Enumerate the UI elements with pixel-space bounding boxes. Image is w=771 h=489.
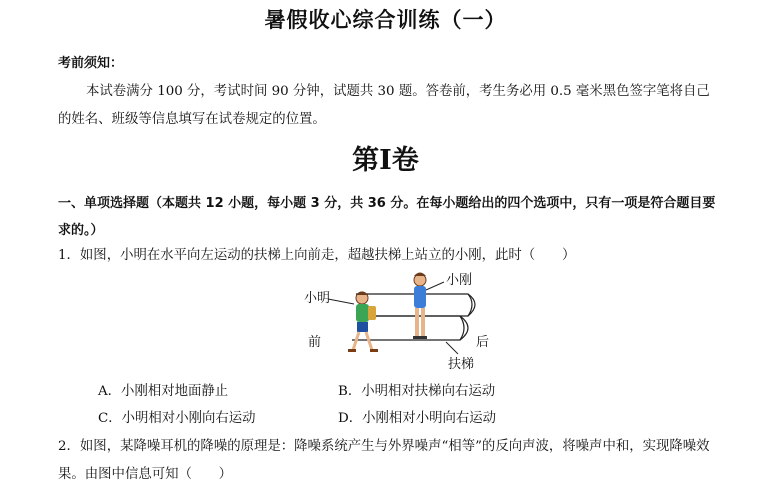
option-c: C．小明相对小刚向右运动 — [98, 411, 256, 426]
notice-heading: 考前须知： — [58, 56, 124, 71]
xiaoming-figure — [348, 292, 378, 353]
xiaogang-figure — [413, 273, 427, 340]
question-2-stem: 2．如图，某降噪耳机的降噪的原理是：降噪系统产生与外界噪声“相等”的反向声波，将噪声中和，实现降噪效果。由图中信息可知（ ） — [58, 439, 710, 482]
question-1-stem: 1．如图，小明在水平向左运动的扶梯上向前走，超越扶梯上站立的小刚，此时（ ） — [58, 248, 576, 263]
label-front: 前 — [308, 335, 322, 350]
xiaoming-leader — [328, 299, 354, 304]
page-title: 暑假收心综合训练（一） — [264, 8, 507, 32]
volume-title: 第Ⅰ卷 — [352, 145, 419, 176]
label-escalator: 扶梯 — [448, 357, 475, 372]
escalator-leader — [446, 342, 458, 354]
option-b: B．小明相对扶梯向右运动 — [338, 384, 496, 399]
escalator-figure — [296, 266, 496, 374]
label-xiaoming: 小明 — [304, 291, 331, 306]
option-a: A．小刚相对地面静止 — [98, 384, 229, 399]
label-xiaogang: 小刚 — [446, 273, 473, 288]
option-d: D．小刚相对小明向右运动 — [338, 411, 497, 426]
xiaogang-leader — [426, 282, 444, 290]
label-back: 后 — [476, 335, 490, 350]
notice-text: 本试卷满分 100 分，考试时间 90 分钟，试题共 30 题。答卷前，考生务必用 0.5 毫米黑色签字笔将自己的姓名、班级等信息填写在试卷规定的位置。 — [58, 84, 710, 127]
section-heading: 一、单项选择题（本题共 12 小题，每小题 3 分，共 36 分。在每小题给出的四个选项中，只有一项是符合题目要求的。） — [58, 196, 716, 238]
